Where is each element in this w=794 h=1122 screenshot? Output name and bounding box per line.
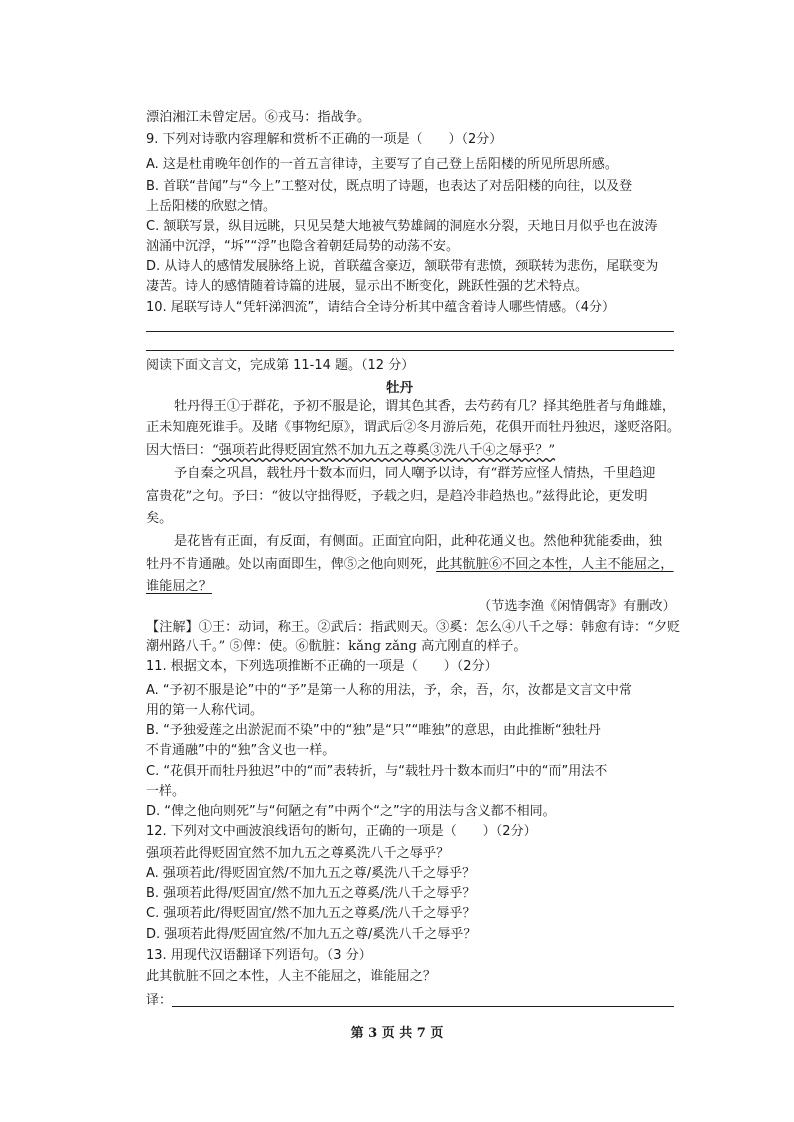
q13-sentence: 此其骯脏不回之本性，人主不能屈之，谁能屈之？	[146, 969, 437, 984]
passage-p1-line3	[146, 443, 555, 459]
q11-option-b-line1: B. “予独爱莲之出淤泥而不染”中的“独”是“只”“唯独”的意思，由此推断“独牡丹	[146, 723, 601, 738]
q9-option-c-line1: C. 颔联写景，纵目远眺，只见吴楚大地被气势雄阔的洞庭水分裂，天地日月似乎也在波涛	[146, 219, 658, 234]
q11-option-c-line1: C. “花俱开而牡丹独迟”中的“而”表转折，与“载牡丹十数本而归”中的“而”用法不	[146, 764, 608, 779]
q9-stem: 9. 下列对诗歌内容理解和赏析不正确的一项是（ ）（2分）	[146, 132, 503, 147]
q13-answer-line[interactable]	[172, 1006, 674, 1007]
passage-p2-line2: 富贵花”之句。予曰：“彼以守拙得贬，予载之归，是趋冷非趋热也。”兹得此论，更发明	[146, 489, 648, 504]
passage-p3-line1: 是花皆有正面，有反面，有侧面。正面宜向阳，此种花通义也。然他种犹能委曲，独	[174, 534, 662, 549]
q12-sentence: 强项若此得贬固宜然不加九五之尊奚洗八千之辱乎？	[146, 846, 450, 861]
previous-note-tail: 漂泊湘江未曾定居。⑥戎马：指战争。	[146, 110, 371, 125]
q9-option-b-line2: 上岳阳楼的欣慰之情。	[146, 199, 277, 214]
q9-option-d-line2: 凄苦。诗人的感情随着诗篇的进展，显示出不断变化，跳跃性强的艺术特点。	[146, 279, 589, 294]
q10-answer-line-1[interactable]	[146, 331, 674, 332]
q9-option-b-line1: B. 首联“昔闻”与“今上”工整对仗，既点明了诗题，也表达了对岳阳楼的向往，以及登	[146, 179, 633, 194]
q11-option-b-line2: 不肯通融”中的“独”含义也一样。	[146, 743, 336, 758]
wavy-underlined-sentence: “强项若此得贬固宜然不加九五之尊奚③洗八千④之辱乎？”	[211, 443, 556, 458]
reading-intro: 阅读下面文言文，完成第 11-14 题。（12 分）	[146, 358, 415, 373]
q12-option-a: A. 强项若此/得贬固宜然/不加九五之尊/奚洗八千之辱乎？	[146, 866, 476, 881]
passage-p3-line2-lead: 牡丹不肯通融。处以南面即生，俾⑤之他向则死，	[146, 557, 437, 572]
q11-option-a-line1: A. “予初不服是论”中的“予”是第一人称的用法，予，余，吾，尔，汝都是文言文中常	[146, 683, 632, 698]
q11-stem: 11. 根据文本，下列选项推断不正确的一项是（ ）（2分）	[146, 659, 498, 674]
notes-line2: 潮州路八千。” ⑤俾：使。⑥骯脏：kǎng zǎng 高亢刚直的样子。	[146, 639, 527, 654]
passage-title: 牡丹	[386, 380, 413, 396]
q12-option-b: B. 强项若此得/贬固宜/然不加九五之尊奚/洗八千之辱乎？	[146, 886, 476, 901]
passage-p2-line1: 予自秦之巩昌，载牡丹十数本而归，同人嘲予以诗，有“群芳应怪人情热，千里趋迎	[174, 466, 656, 481]
q10-answer-line-2[interactable]	[146, 350, 674, 351]
notes-line1: 【注解】①王：动词，称王。②武后：指武则天。③奚：怎么④八千之辱：韩愈有诗：“夕贬	[146, 620, 681, 635]
q12-option-d: D. 强项若此得/贬固宜然/不加九五之尊/奚洗八千之辱乎？	[146, 927, 477, 942]
q10-stem: 10. 尾联写诗人“凭轩涕泗流”，请结合全诗分析其中蕴含着诗人哪些情感。（4分）	[146, 300, 616, 315]
page-number: 第 3 页 共 7 页	[350, 1026, 444, 1041]
passage-p1-line3-lead: 因大悟曰：	[146, 443, 212, 458]
q9-option-d-line1: D. 从诗人的感情发展脉络上说，首联蕴含豪迈，颔联带有悲愤，颈联转为悲伤，尾联变为	[146, 259, 659, 274]
q11-option-c-line2: 一样。	[146, 784, 186, 799]
q11-option-d: D. “俾之他向则死”与“何陋之有”中两个“之”字的用法与含义都不相同。	[146, 804, 556, 819]
passage-source: （节选李渔《闲情偶寄》有删改）	[478, 599, 676, 614]
q13-stem: 13. 用现代汉语翻译下列语句。（3 分）	[146, 948, 372, 963]
underlined-sentence-part1: 此其骯脏⑥不回之本性，人主不能屈之，	[436, 557, 674, 572]
underlined-sentence-part2: 谁能屈之？	[146, 579, 212, 594]
q12-stem: 12. 下列对文中画波浪线语句的断句，正确的一项是（ ）（2分）	[146, 824, 537, 839]
q9-option-a: A. 这是杜甫晚年创作的一首五言律诗，主要写了自己登上岳阳楼的所见所思所感。	[146, 157, 618, 172]
passage-p1-line1: 牡丹得王①于群花，予初不服是论，谓其色其香，去芍药有几？择其绝胜者与角雌雄，	[174, 399, 676, 414]
q11-option-a-line2: 用的第一人称代词。	[146, 703, 264, 718]
passage-p1-line2: 正未知鹿死谁手。及睹《事物纪原》，谓武后②冬月游后苑，花俱开而牡丹独迟，遂贬洛阳。	[146, 420, 681, 435]
passage-p3-line3	[146, 579, 212, 595]
q13-answer-label: 译：	[146, 993, 173, 1008]
passage-p2-line3: 矣。	[146, 511, 173, 526]
q9-option-c-line2: 汹涌中沉浮，“坼”“浮”也隐含着朝廷局势的动荡不安。	[146, 239, 459, 254]
q12-option-c: C. 强项若此/得贬固宜/然不加九五之尊奚/洗八千之辱乎？	[146, 906, 476, 921]
passage-p3-line2	[146, 557, 674, 573]
